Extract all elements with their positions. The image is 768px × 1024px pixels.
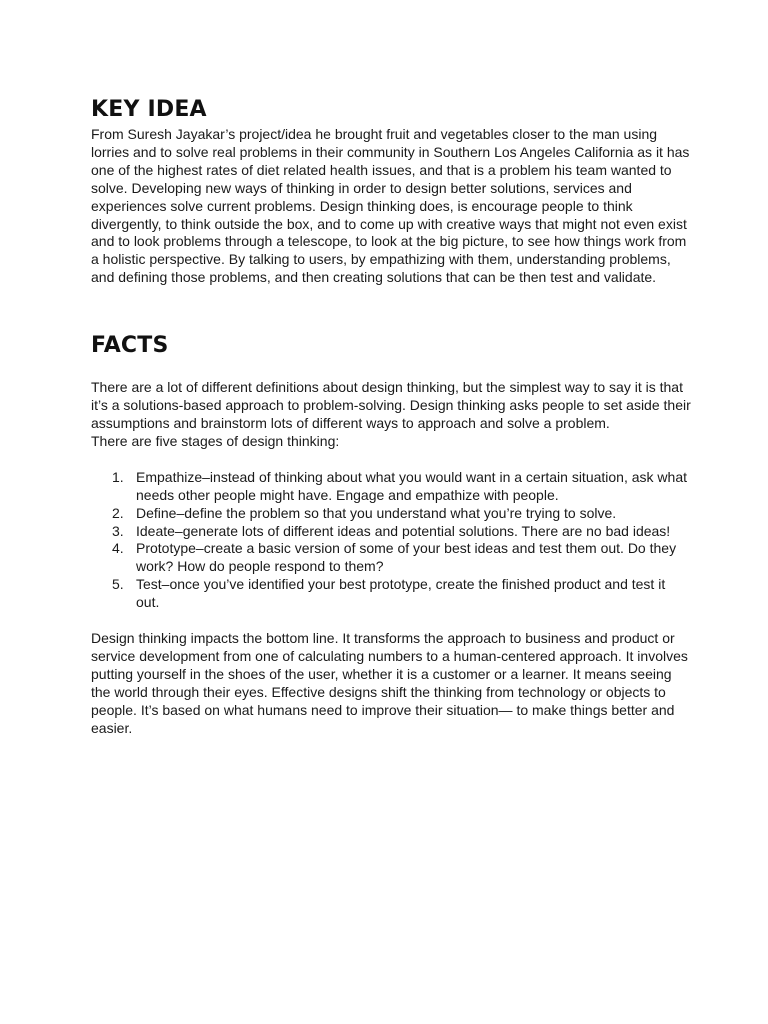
stage-number: 3. <box>112 522 124 539</box>
stages-intro-line: There are five stages of design thinking: <box>91 432 340 449</box>
stage-item-ideate <box>91 523 691 541</box>
stage-number: 2. <box>112 504 124 521</box>
stage-number: 1. <box>112 468 124 485</box>
design-thinking-stages-list <box>91 469 691 612</box>
stage-text: Empathize–instead of thinking about what you would want in a certain situation, ask what needs other people might have. Engage and empathize with people. <box>136 468 687 503</box>
closing-paragraph: Design thinking impacts the bottom line. It transforms the approach to business and product or service development from one of calculating numbers to a human-centered approach. It involves putting yourself in the shoes of the user, whether it is a customer or a learner. It means seeing the world through their eyes. Effective designs shift the thinking from technology or objects to people. It’s based on what humans need to improve their situation— to make things better and easier. <box>91 630 688 736</box>
stage-text: Ideate–generate lots of different ideas and potential solutions. There are no bad ideas! <box>136 522 671 539</box>
stage-text: Define–define the problem so that you understand what you’re trying to solve. <box>136 504 617 521</box>
stage-number: 5. <box>112 576 124 593</box>
document-content <box>91 96 691 737</box>
stage-text: Test–once you’ve identified your best prototype, create the finished product and test it out. <box>136 576 666 611</box>
stage-item-define <box>91 505 691 523</box>
stage-item-empathize <box>91 469 691 505</box>
key-idea-heading: KEY IDEA <box>91 97 207 122</box>
key-idea-paragraph: From Suresh Jayakar’s project/idea he brought fruit and vegetables closer to the man using lorries and to solve real problems in their community in Southern Los Angeles California as it has one of the highest rates of diet related health issues, and that is a problem his team wanted to solve. Developing new ways of thinking in order to design better solutions, services and experiences solve current problems. Design thinking does, is encourage people to think divergently, to think outside the box, and to come up with creative ways that might not even exist and to look problems through a telescope, to look at the big picture, to see how things work from a holistic perspective. By talking to users, by empathizing with them, understanding problems, and defining those problems, and then creating solutions that can be then test and validate. <box>91 126 690 286</box>
stage-item-prototype <box>91 540 691 576</box>
stage-item-test <box>91 576 691 612</box>
facts-heading: FACTS <box>91 333 169 359</box>
stage-text: Prototype–create a basic version of some of your best ideas and test them out. Do they work? How do people respond to them? <box>136 540 677 575</box>
stage-number: 4. <box>112 540 124 557</box>
facts-intro-paragraph: There are a lot of different definitions about design thinking, but the simplest way to say it is that it’s a solutions-based approach to problem-solving. Design thinking asks people to set aside their assumptions and brainstorm lots of different ways to approach and solve a problem. <box>91 379 691 431</box>
